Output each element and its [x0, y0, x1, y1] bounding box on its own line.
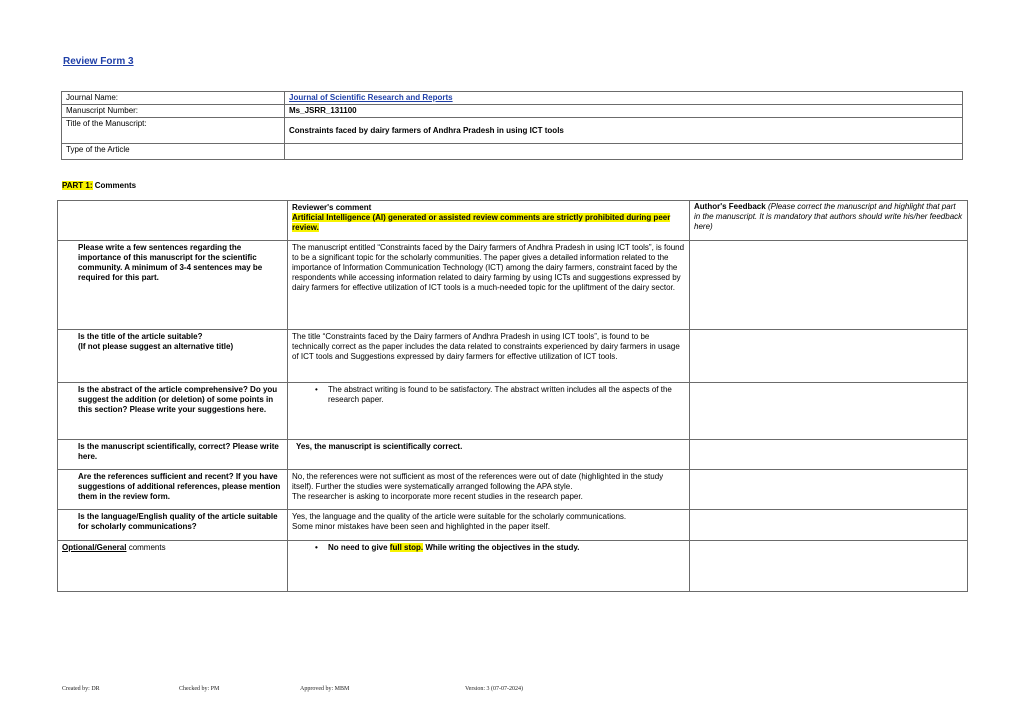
manuscript-number-row	[62, 105, 963, 118]
article-type-row	[62, 144, 963, 160]
journal-name-link[interactable]	[285, 92, 963, 105]
optional-label-suffix: comments	[126, 543, 166, 552]
author-feedback-cell[interactable]	[690, 440, 968, 470]
footer-created: Created by: DR	[62, 686, 100, 692]
ai-warning: Artificial Intelligence (AI) generated or assisted review comments are strictly prohibited during peer review.	[292, 213, 671, 232]
question-references: Are the references sufficient and recent? If you have suggestions of additional references, please mention them in the review form.	[58, 470, 288, 510]
journal-row	[62, 92, 963, 105]
footer-approved: Approved by: MBM	[300, 686, 350, 692]
comments-table	[57, 200, 968, 592]
title-value: Constraints faced by dairy farmers of Andhra Pradesh in using ICT tools	[285, 118, 963, 144]
question-language: Is the language/English quality of the article suitable for scholarly communications?	[58, 510, 288, 541]
question-importance: Please write a few sentences regarding the importance of this manuscript for the scientific community. A minimum of 3-4 sentences may be required for this part.	[58, 241, 288, 330]
journal-name[interactable]: Journal of Scientific Research and Reports	[289, 93, 453, 102]
comment-title: The title “Constraints faced by the Dairy farmers of Andhra Pradesh in using ICT tools”, is found to be technically correct as the paper includes the data related to constraints experienced by dairy farmers in usage of ICT tools and Suggestions expressed by dairy farmers for effective utilization of ICT tools.	[288, 330, 690, 383]
author-feedback-cell[interactable]	[690, 541, 968, 592]
question-abstract: Is the abstract of the article comprehensive? Do you suggest the addition (or deletion) of some points in this section? Please write your suggestions here.	[58, 383, 288, 440]
optional-label-cell	[58, 541, 288, 592]
optional-comment: • No need to give full stop. While writing the objectives in the study.	[328, 543, 685, 553]
author-feedback-label: Author's Feedback	[694, 202, 766, 211]
question-title: Is the title of the article suitable? (If not please suggest an alternative title)	[58, 330, 288, 383]
comment-language: Yes, the language and the quality of the article were suitable for the scholarly communications. Some minor mistakes have been seen and highlighted in the paper itself.	[288, 510, 690, 541]
table-row	[58, 510, 968, 541]
author-feedback-cell[interactable]	[690, 241, 968, 330]
comment-abstract-cell	[288, 383, 690, 440]
author-feedback-cell[interactable]	[690, 470, 968, 510]
table-row	[58, 241, 968, 330]
table-row	[58, 440, 968, 470]
reviewer-comment-label: Reviewer's comment	[292, 203, 372, 212]
journal-label: Journal Name:	[62, 92, 285, 105]
author-feedback-cell[interactable]	[690, 330, 968, 383]
comment-abstract: • The abstract writing is found to be satisfactory. The abstract written includes all the aspects of the research paper.	[328, 385, 685, 405]
table-row	[58, 470, 968, 510]
comment-scientific: Yes, the manuscript is scientifically correct.	[288, 440, 690, 470]
manuscript-number-label: Manuscript Number:	[62, 105, 285, 118]
manuscript-info-table	[61, 91, 963, 160]
part-suffix: Comments	[92, 181, 137, 190]
table-row	[58, 541, 968, 592]
optional-label: Optional/General	[62, 543, 127, 552]
comment-references: No, the references were not sufficient as most of the references were out of date (highlighted in the study itself). Further the studies were systematically arranged following the APA style. The researcher is asking to incorporate more recent studies in the research paper.	[288, 470, 690, 510]
author-feedback-cell[interactable]	[690, 383, 968, 440]
author-feedback-header	[690, 201, 968, 241]
table-row	[58, 330, 968, 383]
footer-version: Version: 3 (07-07-2024)	[465, 686, 523, 692]
article-type-label: Type of the Article	[62, 144, 285, 160]
manuscript-number-value: Ms_JSRR_131100	[285, 105, 963, 118]
comments-header-row	[58, 201, 968, 241]
part-prefix: PART 1:	[62, 181, 93, 190]
author-feedback-cell[interactable]	[690, 510, 968, 541]
question-scientific: Is the manuscript scientifically, correct? Please write here.	[58, 440, 288, 470]
reviewer-comment-header	[288, 201, 690, 241]
part-title	[62, 181, 136, 191]
title-label: Title of the Manuscript:	[62, 118, 285, 144]
header-empty-cell	[58, 201, 288, 241]
comment-importance: The manuscript entitled “Constraints faced by the Dairy farmers of Andhra Pradesh in using ICT tools”, is found to be a significant topic for the scholarly communities. The paper gives a detailed information related to the importance of Information Communication Technology (ICT) among the dairy farmers, constraint faced by the respondents while accessing information related to dairy farming by using ICTs and suggestions expressed by dairy farmers for effective utilization of ICT tools is a much-needed topic for the upliftment of the dairy sector.	[288, 241, 690, 330]
table-row	[58, 383, 968, 440]
title-row	[62, 118, 963, 144]
form-title: Review Form 3	[63, 56, 134, 67]
author-feedback-note: (Please correct the manuscript and highlight that part in the manuscript. It is mandatory that authors should write his/her feedback here)	[694, 202, 963, 231]
optional-comment-cell	[288, 541, 690, 592]
footer-checked: Checked by: PM	[179, 686, 220, 692]
article-type-value	[285, 144, 963, 160]
